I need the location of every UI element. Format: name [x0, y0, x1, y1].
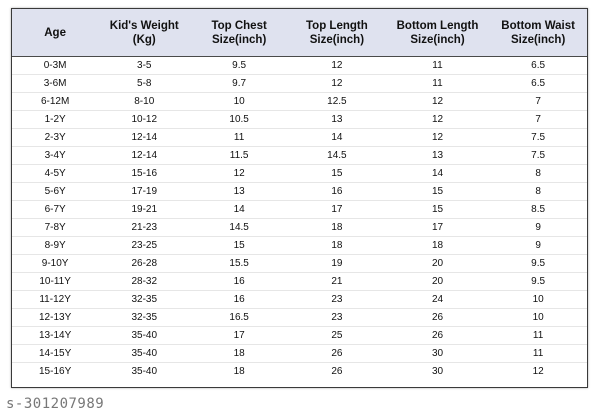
bottom-waist-cell: 9.5: [489, 273, 587, 291]
weight-cell: 10-12: [98, 111, 190, 129]
header-kids-weight: Kid's Weight (Kg): [98, 9, 190, 57]
bottom-waist-cell: 7.5: [489, 129, 587, 147]
top-length-cell: 12.5: [288, 93, 386, 111]
top-length-cell: 18: [288, 219, 386, 237]
bottom-length-cell: 18: [386, 237, 490, 255]
weight-cell: 35-40: [98, 327, 190, 345]
weight-cell: 17-19: [98, 183, 190, 201]
bottom-length-cell: 13: [386, 147, 490, 165]
table-row: [12, 57, 587, 75]
bottom-waist-cell: 11: [489, 345, 587, 363]
header-top-chest: Top Chest Size(inch): [190, 9, 288, 57]
top-chest-cell: 15: [190, 237, 288, 255]
table-row: [12, 201, 587, 219]
bottom-waist-cell: 10: [489, 309, 587, 327]
bottom-length-cell: 20: [386, 273, 490, 291]
bottom-waist-cell: 11: [489, 327, 587, 345]
bottom-waist-cell: 7: [489, 93, 587, 111]
top-chest-cell: 16: [190, 273, 288, 291]
table-row: [12, 237, 587, 255]
bottom-waist-cell: 8: [489, 183, 587, 201]
top-chest-cell: 10: [190, 93, 288, 111]
top-chest-cell: 10.5: [190, 111, 288, 129]
table-row: [12, 273, 587, 291]
weight-cell: 28-32: [98, 273, 190, 291]
table-row: [12, 93, 587, 111]
bottom-waist-cell: 10: [489, 291, 587, 309]
age-cell: 6-7Y: [12, 201, 98, 219]
top-length-cell: 12: [288, 75, 386, 93]
size-table: [12, 9, 587, 380]
bottom-length-cell: 12: [386, 129, 490, 147]
table-header-row: [12, 9, 587, 57]
age-cell: 3-4Y: [12, 147, 98, 165]
table-row: [12, 165, 587, 183]
header-top-length: Top Length Size(inch): [288, 9, 386, 57]
table-row: [12, 219, 587, 237]
weight-cell: 32-35: [98, 291, 190, 309]
top-length-cell: 26: [288, 345, 386, 363]
top-length-cell: 13: [288, 111, 386, 129]
top-chest-cell: 13: [190, 183, 288, 201]
bottom-length-cell: 14: [386, 165, 490, 183]
table-row: [12, 363, 587, 381]
table-row: [12, 129, 587, 147]
weight-cell: 3-5: [98, 57, 190, 75]
bottom-length-cell: 11: [386, 57, 490, 75]
weight-cell: 35-40: [98, 345, 190, 363]
top-chest-cell: 11.5: [190, 147, 288, 165]
table-row: [12, 255, 587, 273]
weight-cell: 19-21: [98, 201, 190, 219]
bottom-length-cell: 12: [386, 93, 490, 111]
product-id-watermark: s-301207989: [6, 396, 105, 412]
bottom-length-cell: 30: [431, 366, 444, 377]
bottom-waist-cell: 8: [489, 165, 587, 183]
top-chest-cell: 9.7: [190, 75, 288, 93]
bottom-waist-cell: 9.5: [489, 255, 587, 273]
weight-cell: 8-10: [98, 93, 190, 111]
age-cell: 9-10Y: [12, 255, 98, 273]
weight-cell: 23-25: [98, 237, 190, 255]
weight-cell: 15-16: [98, 165, 190, 183]
header-bottom-length: Bottom Length Size(inch): [386, 9, 490, 57]
top-length-cell: 16: [288, 183, 386, 201]
bottom-waist-cell: 6.5: [489, 75, 587, 93]
weight-cell: 21-23: [98, 219, 190, 237]
top-length-cell: 23: [288, 309, 386, 327]
top-chest-cell: 9.5: [190, 57, 288, 75]
age-cell: 15-16Y: [39, 366, 72, 377]
bottom-waist-cell: 12: [532, 366, 544, 377]
age-cell: 6-12M: [12, 93, 98, 111]
bottom-waist-cell: 9: [489, 219, 587, 237]
top-chest-cell: 16.5: [190, 309, 288, 327]
top-chest-cell: 11: [190, 129, 288, 147]
bottom-length-cell: 26: [386, 309, 490, 327]
age-cell: 12-13Y: [12, 309, 98, 327]
age-cell: 2-3Y: [12, 129, 98, 147]
age-cell: 5-6Y: [12, 183, 98, 201]
top-length-cell: 14.5: [288, 147, 386, 165]
bottom-length-cell: 17: [386, 219, 490, 237]
table-row: [12, 345, 587, 363]
age-cell: 10-11Y: [12, 273, 98, 291]
weight-cell: 26-28: [98, 255, 190, 273]
bottom-length-cell: 15: [386, 201, 490, 219]
size-chart: [11, 8, 588, 388]
table-row: [12, 75, 587, 93]
top-chest-cell: 15.5: [190, 255, 288, 273]
top-chest-cell: 14.5: [190, 219, 288, 237]
bottom-length-cell: 12: [386, 111, 490, 129]
top-length-cell: 26: [331, 366, 343, 377]
top-length-cell: 12: [288, 57, 386, 75]
table-row: [12, 111, 587, 129]
top-chest-cell: 18: [190, 345, 288, 363]
bottom-length-cell: 15: [386, 183, 490, 201]
bottom-length-cell: 24: [386, 291, 490, 309]
top-length-cell: 19: [288, 255, 386, 273]
bottom-waist-cell: 6.5: [489, 57, 587, 75]
weight-cell: 12-14: [98, 147, 190, 165]
age-cell: 4-5Y: [12, 165, 98, 183]
bottom-length-cell: 11: [386, 75, 490, 93]
header-bottom-waist: Bottom Waist Size(inch): [489, 9, 587, 57]
top-length-cell: 17: [288, 201, 386, 219]
age-cell: 14-15Y: [12, 345, 98, 363]
weight-cell: 35-40: [131, 366, 158, 377]
top-length-cell: 14: [288, 129, 386, 147]
age-cell: 11-12Y: [12, 291, 98, 309]
weight-cell: 12-14: [98, 129, 190, 147]
top-chest-cell: 12: [190, 165, 288, 183]
header-age: Age: [12, 9, 98, 57]
top-length-cell: 21: [288, 273, 386, 291]
top-chest-cell: 14: [190, 201, 288, 219]
table-row: [12, 291, 587, 309]
bottom-waist-cell: 7.5: [489, 147, 587, 165]
table-row: [12, 183, 587, 201]
age-cell: 7-8Y: [12, 219, 98, 237]
table-row: [12, 327, 587, 345]
weight-cell: 5-8: [98, 75, 190, 93]
bottom-waist-cell: 7: [489, 111, 587, 129]
table-row: [12, 309, 587, 327]
top-length-cell: 15: [288, 165, 386, 183]
top-length-cell: 18: [288, 237, 386, 255]
bottom-length-cell: 26: [386, 327, 490, 345]
age-cell: 3-6M: [12, 75, 98, 93]
age-cell: 0-3M: [12, 57, 98, 75]
top-chest-cell: 16: [190, 291, 288, 309]
bottom-waist-cell: 9: [489, 237, 587, 255]
top-chest-cell: 17: [190, 327, 288, 345]
top-length-cell: 23: [288, 291, 386, 309]
age-cell: 8-9Y: [12, 237, 98, 255]
bottom-waist-cell: 8.5: [489, 201, 587, 219]
age-cell: 1-2Y: [12, 111, 98, 129]
weight-cell: 32-35: [98, 309, 190, 327]
table-body: [12, 57, 587, 381]
bottom-length-cell: 20: [386, 255, 490, 273]
bottom-length-cell: 30: [386, 345, 490, 363]
top-chest-cell: 18: [233, 366, 245, 377]
table-row: [12, 147, 587, 165]
top-length-cell: 25: [288, 327, 386, 345]
age-cell: 13-14Y: [12, 327, 98, 345]
